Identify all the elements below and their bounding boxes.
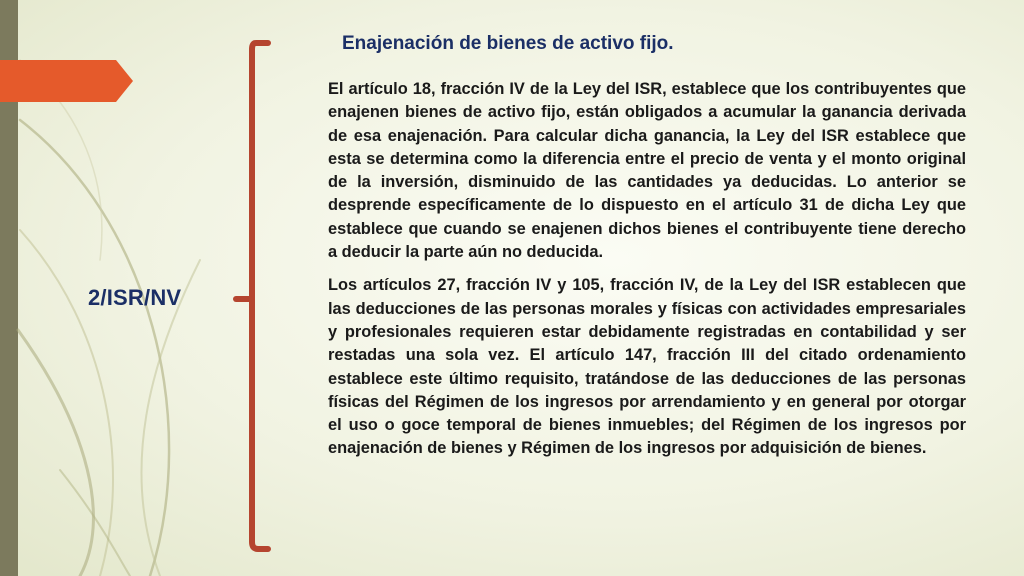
document-code-label: 2/ISR/NV — [88, 285, 182, 310]
arrow-marker-icon — [0, 60, 133, 102]
paragraph-1: El artículo 18, fracción IV de la Ley del ISR, establece que los contribuyentes que enajenen bienes de activo fijo, están obligados a acumular la ganancia derivada de esa enajenación. Para calcular dicha ganancia, la Ley del ISR establece que esta se determina como la diferencia entre el precio de venta y el monto original de la inversión, disminuido de las cantidades ya deducidas. Lo anterior se desprende específicamente de lo dispuesto en el artículo 31 de dicha Ley que establece que cuando se enajenen dichos bienes el contribuyente tiene derecho a deducir la parte aún no deducida. — [328, 80, 966, 262]
bracket-icon — [236, 43, 268, 549]
paragraph-2: Los artículos 27, fracción IV y 105, fracción IV, de la Ley del ISR establecen que las deducciones de las personas morales y físicas con actividades empresariales y profesionales requieren estar debidamente registradas en contabilidad y ser restadas una sola vez. El artículo 147, fracción III del citado ordenamiento establece este último requisito, tratándose de las deducciones de las personas físicas del Régimen de los ingresos por arrendamiento y en general por otorgar el uso o goce temporal de bienes inmuebles; del Régimen de los ingresos por enajenación de bienes y Régimen de los ingresos por adquisición de bienes. — [328, 276, 966, 458]
decorative-curves — [18, 60, 200, 576]
slide-body — [328, 78, 966, 471]
slide-title: Enajenación de bienes de activo fijo. — [342, 33, 674, 54]
